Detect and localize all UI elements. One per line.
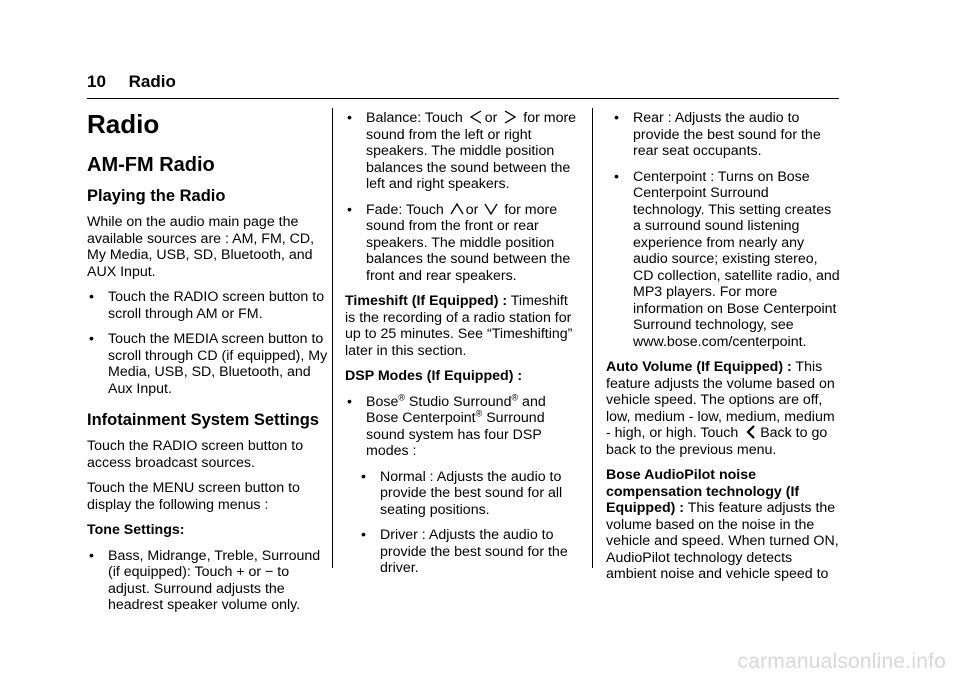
- auto-volume-label: Auto Volume (If Equipped) :: [606, 359, 792, 375]
- list-item: • Normal : Adjusts the audio to provide the best sound for all seating positions.: [361, 468, 563, 518]
- list-item: • Touch the MEDIA screen button to scroll through CD (if equipped), My Media, USB, SD, Bluetooth, and Aux Input.: [89, 331, 328, 397]
- dsp-rear: Rear : Adjusts the audio to provide the best sound for the rear seat occupants.: [633, 110, 821, 159]
- dsp-modes-label: DSP Modes (If Equipped) :: [345, 368, 523, 384]
- page-header: [87, 72, 176, 92]
- bullet-radio: Touch the RADIO screen button to scroll through AM or FM.: [108, 289, 325, 322]
- heading-infotainment-settings: Infotainment System Settings: [87, 411, 319, 429]
- heading-playing-radio: Playing the Radio: [87, 187, 226, 205]
- radio-button-paragraph: Touch the RADIO screen button to access broadcast sources.: [87, 438, 304, 471]
- column-1: [87, 110, 332, 623]
- chevron-down-icon: [484, 202, 498, 216]
- back-chevron-icon: [744, 425, 758, 439]
- balance-text: for more sound from the left or right speakers. The middle position balances the sound between the left and right speakers.: [366, 110, 577, 192]
- list-item: • Bose® Studio Surround® and Bose Centerpoint® Surround sound system has four DSP modes :: [347, 391, 546, 459]
- dsp-centerpoint: Centerpoint : Turns on Bose Centerpoint Surround technology. This setting creates a surround sound listening experience from nearly any audio source; existing stereo, CD collection, satellite radio, and MP3 players. For more information on Bose Centerpoint Surround technology, see www.bose.com/centerpoint.: [633, 168, 840, 350]
- watermark: carmanualsonline.info: [737, 650, 946, 673]
- audiopilot-label: Bose AudioPilot noise compensation technology (If Equipped) :: [606, 467, 800, 516]
- chevron-right-icon: [503, 110, 517, 124]
- timeshift-paragraph: Timeshift (If Equipped) : Timeshift is the recording of a radio station for up to 25 minutes. See “Timeshifting” later in this section.: [345, 293, 573, 359]
- section-title: AM-FM Radio: [87, 154, 215, 176]
- bullet-bass: Bass, Midrange, Treble, Surround (if equipped): Touch + or − to adjust. Surround adjusts the headrest speaker volume only.: [108, 547, 321, 613]
- fade-text: for more sound from the front or rear speakers. The middle position balances the sound between the front and rear speakers.: [366, 201, 571, 284]
- dsp-driver: Driver : Adjusts the audio to provide the best sound for the driver.: [380, 527, 568, 576]
- list-item: • Touch the RADIO screen button to scroll through AM or FM.: [89, 289, 325, 322]
- column-divider: [332, 108, 333, 568]
- chevron-up-icon: [450, 202, 464, 216]
- page-number: 10: [87, 72, 106, 91]
- fade-intro: Fade: Touch: [366, 201, 444, 218]
- list-item: • Centerpoint : Turns on Bose Centerpoint Surround technology. This setting creates a surround sound listening experience from nearly any audio source; existing stereo, CD collection, satellite radio, and MP3 players. For more information on Bose Centerpoint Surround technology, see www.bose.com/centerpoint.: [614, 168, 840, 350]
- list-item: • Driver : Adjusts the audio to provide the best sound for the driver.: [361, 527, 568, 576]
- sources-paragraph: While on the audio main page the available sources are : AM, FM, CD, My Media, USB, SD, Bluetooth, and AUX Input.: [87, 214, 315, 280]
- list-item: • Rear : Adjusts the audio to provide the best sound for the rear seat occupants.: [614, 110, 821, 159]
- footer: [0, 650, 960, 678]
- bullet-media: Touch the MEDIA screen button to scroll through CD (if equipped), My Media, USB, SD, Bluetooth, and Aux Input.: [108, 331, 328, 397]
- column-2: [345, 110, 580, 586]
- dsp-normal: Normal : Adjusts the audio to provide the best sound for all seating positions.: [380, 468, 563, 518]
- auto-volume-paragraph: Auto Volume (If Equipped) : This feature adjusts the volume based on vehicle speed. The options are off, low, medium - low, medium, medium - high, or high. Touch Back to go back to the previous menu.: [606, 359, 835, 458]
- timeshift-label: Timeshift (If Equipped) :: [345, 293, 508, 309]
- list-item: • Fade: Touch or for more sound from the front or rear speakers. The middle position balances the sound between the front and rear speakers.: [347, 201, 571, 284]
- chevron-left-icon: [469, 110, 483, 124]
- column-divider: [592, 108, 593, 568]
- list-item: • Bass, Midrange, Treble, Surround (if equipped): Touch + or − to adjust. Surround adjusts the headrest speaker volume only.: [89, 547, 321, 613]
- balance-intro: Balance: Touch: [366, 110, 463, 126]
- menu-button-paragraph: Touch the MENU screen button to display the following menus :: [87, 480, 300, 513]
- audiopilot-paragraph: Bose AudioPilot noise compensation technology (If Equipped) : This feature adjusts the volume based on the noise in the vehicle and speed. When turned ON, AudioPilot technology detects ambient noise and vehicle speed to: [606, 467, 839, 582]
- page-title: Radio: [87, 109, 160, 139]
- header-rule: [87, 98, 839, 99]
- list-item: • Balance: Touch or for more sound from the left or right speakers. The middle position balances the sound between the left and right speakers.: [347, 110, 577, 192]
- column-3: [606, 110, 841, 592]
- tone-settings-label: Tone Settings:: [87, 522, 185, 538]
- header-section: Radio: [128, 72, 176, 91]
